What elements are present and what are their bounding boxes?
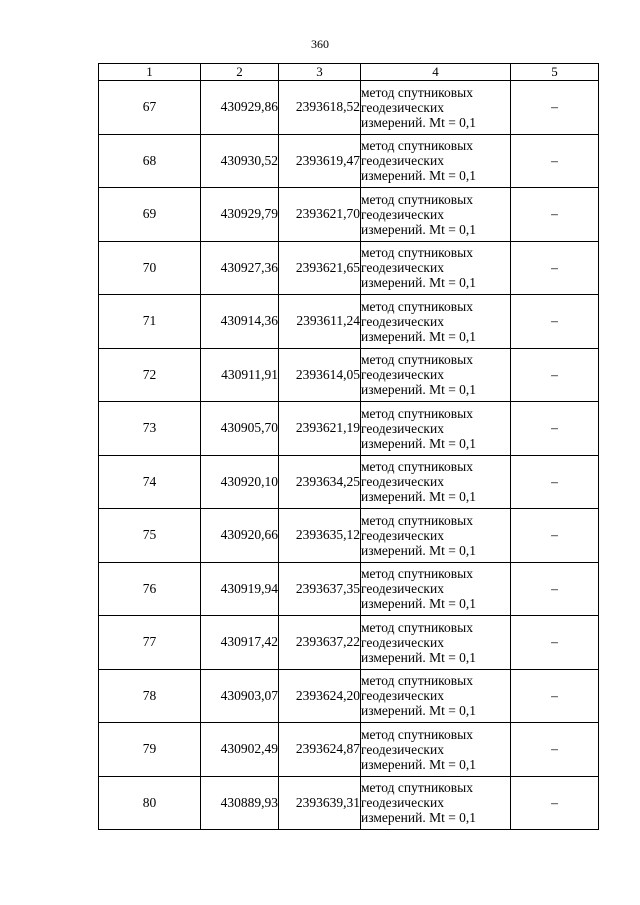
method-line: метод спутниковых [361,673,473,689]
table-body [99,81,599,830]
table-row [99,348,599,402]
point-number-cell: 71 [99,295,201,349]
note-cell: – [511,669,599,723]
x-coordinate-cell: 430929,79 [201,188,279,242]
method-cell [361,134,511,188]
table-row [99,134,599,188]
method-line: измерений. Mt = 0,1 [361,542,477,558]
method-line: метод спутниковых [361,191,473,207]
method-line: геодезических [361,420,444,436]
note-cell: – [511,295,599,349]
method-line: измерений. Mt = 0,1 [361,489,477,505]
note-cell: – [511,241,599,295]
y-coordinate-cell: 2393621,65 [279,241,361,295]
table-row [99,669,599,723]
method-line: измерений. Mt = 0,1 [361,756,477,772]
method-cell [361,509,511,563]
y-coordinate-cell: 2393624,20 [279,669,361,723]
point-number-cell: 79 [99,723,201,777]
method-line: геодезических [361,99,444,115]
method-cell [361,455,511,509]
point-number-cell: 74 [99,455,201,509]
point-number-cell: 68 [99,134,201,188]
column-header-1: 1 [99,64,201,81]
method-line: метод спутниковых [361,512,473,528]
point-number-cell: 78 [99,669,201,723]
method-cell [361,188,511,242]
method-line: геодезических [361,474,444,490]
column-header-5: 5 [511,64,599,81]
coordinates-table [98,63,599,830]
table-row [99,188,599,242]
note-cell: – [511,81,599,135]
x-coordinate-cell: 430919,94 [201,562,279,616]
point-number-cell: 77 [99,616,201,670]
method-line: геодезических [361,581,444,597]
method-line: метод спутниковых [361,84,473,100]
x-coordinate-cell: 430920,10 [201,455,279,509]
table-row [99,455,599,509]
method-line: измерений. Mt = 0,1 [361,275,477,291]
method-line: геодезических [361,313,444,329]
x-coordinate-cell: 430929,86 [201,81,279,135]
table-header-row [99,64,599,81]
method-line: метод спутниковых [361,245,473,261]
table-row [99,241,599,295]
x-coordinate-cell: 430914,36 [201,295,279,349]
method-line: измерений. Mt = 0,1 [361,382,477,398]
point-number-cell: 76 [99,562,201,616]
table-row [99,509,599,563]
method-cell [361,562,511,616]
method-line: геодезических [361,634,444,650]
method-line: измерений. Mt = 0,1 [361,114,477,130]
note-cell: – [511,616,599,670]
note-cell: – [511,402,599,456]
method-line: измерений. Mt = 0,1 [361,649,477,665]
method-line: измерений. Mt = 0,1 [361,328,477,344]
method-cell [361,776,511,830]
x-coordinate-cell: 430920,66 [201,509,279,563]
table-row [99,81,599,135]
y-coordinate-cell: 2393637,22 [279,616,361,670]
method-line: метод спутниковых [361,138,473,154]
table-row [99,295,599,349]
y-coordinate-cell: 2393639,31 [279,776,361,830]
method-cell [361,241,511,295]
method-line: метод спутниковых [361,780,473,796]
table-row [99,723,599,777]
method-line: измерений. Mt = 0,1 [361,810,477,826]
method-line: измерений. Mt = 0,1 [361,221,477,237]
method-line: геодезических [361,153,444,169]
method-cell [361,81,511,135]
x-coordinate-cell: 430930,52 [201,134,279,188]
point-number-cell: 67 [99,81,201,135]
method-line: геодезических [361,527,444,543]
method-line: измерений. Mt = 0,1 [361,703,477,719]
y-coordinate-cell: 2393618,52 [279,81,361,135]
note-cell: – [511,509,599,563]
method-line: геодезических [361,367,444,383]
table-row [99,776,599,830]
method-cell [361,402,511,456]
method-line: измерений. Mt = 0,1 [361,168,477,184]
method-line: метод спутниковых [361,459,473,475]
x-coordinate-cell: 430902,49 [201,723,279,777]
table-row [99,616,599,670]
y-coordinate-cell: 2393619,47 [279,134,361,188]
method-line: геодезических [361,206,444,222]
method-line: метод спутниковых [361,726,473,742]
point-number-cell: 70 [99,241,201,295]
note-cell: – [511,723,599,777]
method-cell [361,723,511,777]
x-coordinate-cell: 430911,91 [201,348,279,402]
method-line: метод спутниковых [361,405,473,421]
note-cell: – [511,134,599,188]
note-cell: – [511,776,599,830]
point-number-cell: 72 [99,348,201,402]
method-line: метод спутниковых [361,298,473,314]
note-cell: – [511,348,599,402]
method-line: измерений. Mt = 0,1 [361,596,477,612]
point-number-cell: 80 [99,776,201,830]
column-header-4: 4 [361,64,511,81]
column-header-3: 3 [279,64,361,81]
y-coordinate-cell: 2393634,25 [279,455,361,509]
note-cell: – [511,188,599,242]
note-cell: – [511,455,599,509]
method-line: геодезических [361,260,444,276]
method-line: измерений. Mt = 0,1 [361,435,477,451]
y-coordinate-cell: 2393621,70 [279,188,361,242]
note-cell: – [511,562,599,616]
table-row [99,562,599,616]
method-line: геодезических [361,741,444,757]
method-line: метод спутниковых [361,352,473,368]
y-coordinate-cell: 2393611,24 [279,295,361,349]
table-row [99,402,599,456]
method-line: геодезических [361,795,444,811]
method-line: метод спутниковых [361,619,473,635]
method-cell [361,616,511,670]
method-line: геодезических [361,688,444,704]
point-number-cell: 75 [99,509,201,563]
method-line: метод спутниковых [361,566,473,582]
point-number-cell: 73 [99,402,201,456]
x-coordinate-cell: 430903,07 [201,669,279,723]
y-coordinate-cell: 2393635,12 [279,509,361,563]
method-cell [361,669,511,723]
method-cell [361,348,511,402]
method-cell [361,295,511,349]
x-coordinate-cell: 430905,70 [201,402,279,456]
y-coordinate-cell: 2393614,05 [279,348,361,402]
point-number-cell: 69 [99,188,201,242]
page-number: 360 [311,37,329,51]
y-coordinate-cell: 2393621,19 [279,402,361,456]
x-coordinate-cell: 430889,93 [201,776,279,830]
x-coordinate-cell: 430917,42 [201,616,279,670]
x-coordinate-cell: 430927,36 [201,241,279,295]
y-coordinate-cell: 2393624,87 [279,723,361,777]
y-coordinate-cell: 2393637,35 [279,562,361,616]
column-header-2: 2 [201,64,279,81]
